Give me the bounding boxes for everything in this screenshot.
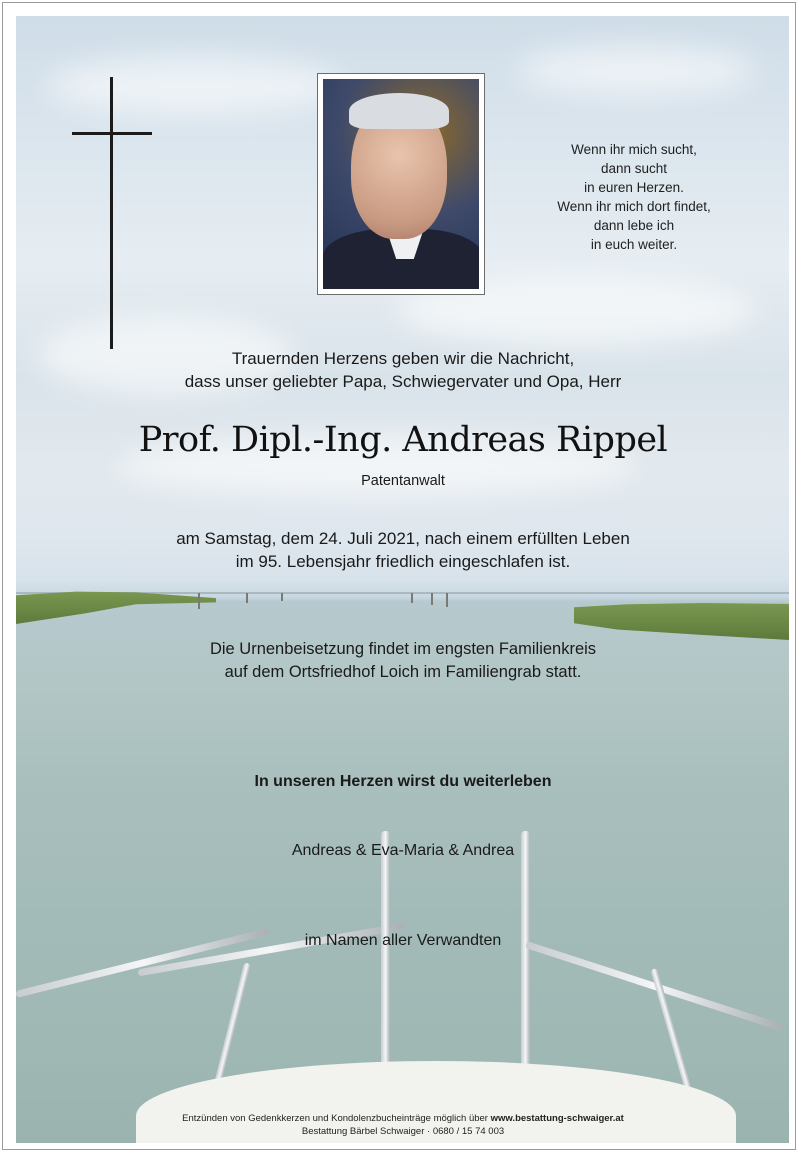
memorial-poem [523,140,745,254]
funeral-home-website-link[interactable]: www.bestattung-schwaiger.at [490,1113,624,1124]
cross-icon [72,132,152,135]
announcement-intro [83,347,723,393]
poem-line: in euren Herzen. [584,180,684,195]
footer-condolence [63,1113,743,1124]
boat-railing [521,831,530,1101]
death-notice [83,527,723,573]
deceased-name: Prof. Dipl.-Ing. Andreas Rippel [138,420,668,460]
portrait-frame [317,73,485,295]
burial-line: Die Urnenbeisetzung findet im engsten Familienkreis [209,640,597,658]
footer-funeral-home: Bestattung Bärbel Schwaiger · 0680 / 15 74 003 [301,1126,505,1137]
channel-post [198,593,200,609]
obituary-card [2,2,796,1150]
cross-icon [110,77,113,349]
memorial-motto: In unseren Herzen wirst du weiterleben [254,773,552,790]
burial-line: auf dem Ortsfriedhof Loich im Familiengrab statt. [224,663,582,681]
poem-line: Wenn ihr mich dort findet, [557,199,711,214]
channel-post [411,593,413,603]
death-line: am Samstag, dem 24. Juli 2021, nach einem erfüllten Leben [176,529,630,548]
portrait-photo [323,79,479,289]
poem-line: dann sucht [600,161,668,176]
channel-post [431,593,433,605]
death-line: im 95. Lebensjahr friedlich eingeschlafen ist. [235,552,571,571]
family-names: Andreas & Eva-Maria & Andrea [291,842,515,859]
footer-condolence-text: Entzünden von Gedenkkerzen und Kondolenzbucheinträge möglich über [182,1113,491,1124]
burial-notice [83,638,723,684]
channel-post [246,593,248,603]
cloud [46,56,346,116]
channel-post [446,593,448,607]
boat-railing [381,831,390,1101]
intro-line: dass unser geliebter Papa, Schwiegervater und Opa, Herr [184,372,622,391]
cloud [516,46,756,96]
poem-line: in euch weiter. [590,237,678,252]
relatives-line: im Namen aller Verwandten [304,932,502,949]
portrait-hair [349,93,449,129]
poem-line: dann lebe ich [593,218,675,233]
reeds-right [574,598,789,640]
poem-line: Wenn ihr mich sucht, [571,142,697,157]
deceased-profession: Patentanwalt [361,473,445,489]
intro-line: Trauernden Herzens geben wir die Nachricht, [231,349,575,368]
channel-post [281,593,283,601]
